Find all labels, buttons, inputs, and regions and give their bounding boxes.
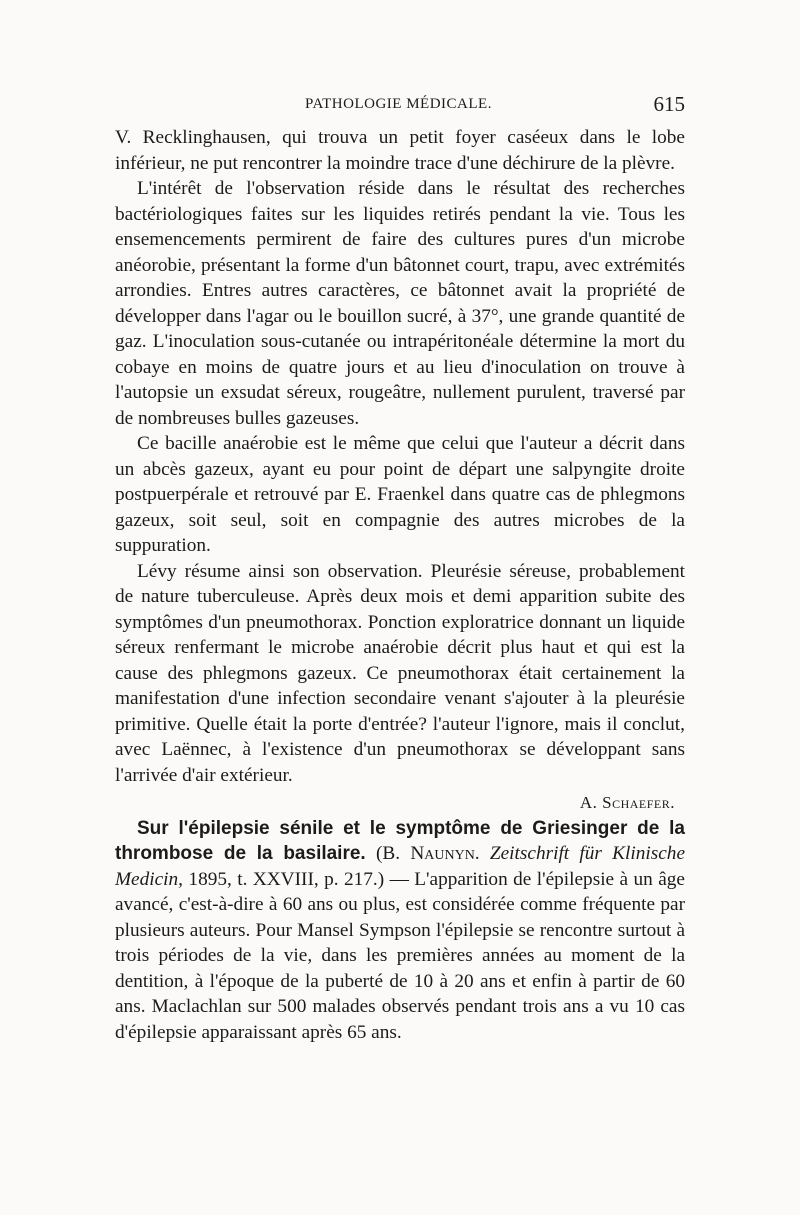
page-number: 615 (653, 92, 685, 116)
page-body (115, 125, 685, 1045)
article-title: Sur l'épilepsie sénile et le symptôme de Griesinger de la thrombose de la basilaire. (115, 817, 685, 864)
article (115, 816, 685, 1046)
paragraph: L'intérêt de l'observation réside dans le résultat des recherches bactériologiques faites sur les liquides retirés pendant la vie. Tous les ensemencements permirent de faire des cultures pures d'un microbe anéorobie, présentant la forme d'un bâtonnet court, trapu, avec extrémités arrondies. Entres autres caractères, ce bâtonnet avait la propriété de développer dans l'agar ou le bouillon sucré, à 37°, une grande quantité de gaz. L'inoculation sous-cutanée ou intrapéritonéale détermine la mort du cobaye en moins de quatre jours et au lieu d'inoculation on trouve à l'autopsie un exsudat séreux, rougeâtre, nullement purulent, traversé par de nombreuses bulles gazeuses. (115, 178, 685, 429)
citation-details: 1895, t. XXVIII, p. 217.) (183, 868, 385, 890)
paragraph: V. Recklinghausen, qui trouva un petit foyer caséeux dans le lobe inférieur, ne put rencontrer la moindre trace d'une déchirure de la plèvre. (115, 127, 685, 174)
paragraph: Lévy résume ainsi son observation. Pleurésie séreuse, probablement de nature tuberculeuse. Après deux mois et demi apparition subite des symptômes d'un pneumothorax. Ponction exploratrice donnant un liquide séreux renfermant le microbe anaérobie décrit plus haut et qui est la cause des phlegmons gazeux. Ce pneumothorax était certainement la manifestation d'une infection secondaire venant s'ajouter à la pleurésie primitive. Quelle était la porte d'entrée? l'auteur l'ignore, mais il conclut, avec Laënnec, à l'existence d'un pneumothorax se développant sans l'arrivée d'air extérieur. (115, 560, 685, 786)
article-author: Naunyn. (410, 843, 480, 864)
journal-name: Zeitschrift für Klinische Medicin, (115, 843, 685, 890)
signature: A. Schaefer. (579, 793, 675, 812)
paragraph: Ce bacille anaérobie est le même que celui que l'auteur a décrit dans un abcès gazeux, ayant eu pour point de départ une salpyngite droite postpuerpérale et retrouvé par E. Fraenkel dans quatre cas de phlegmons gazeux, soit seul, soit en compagnie des autres microbes de la suppuration. (115, 433, 685, 556)
running-title: PATHOLOGIE MÉDICALE. (305, 96, 492, 112)
article-text: — L'apparition de l'épilepsie à un âge avancé, c'est-à-dire à 60 ans ou plus, est considérée comme fréquente par plusieurs auteurs. Pour Mansel Sympson l'épilepsie se rencontre surtout à trois périodes de la vie, dans les premières années au moment de la dentition, à l'époque de la puberté de 10 à 20 ans et enfin à partir de 60 ans. Maclachlan sur 500 malades observés pendant trois ans a vu 10 cas d'épilepsie apparaissant après 65 ans. (115, 868, 685, 1043)
citation-open: (B. (365, 843, 411, 864)
page-header (115, 92, 685, 118)
